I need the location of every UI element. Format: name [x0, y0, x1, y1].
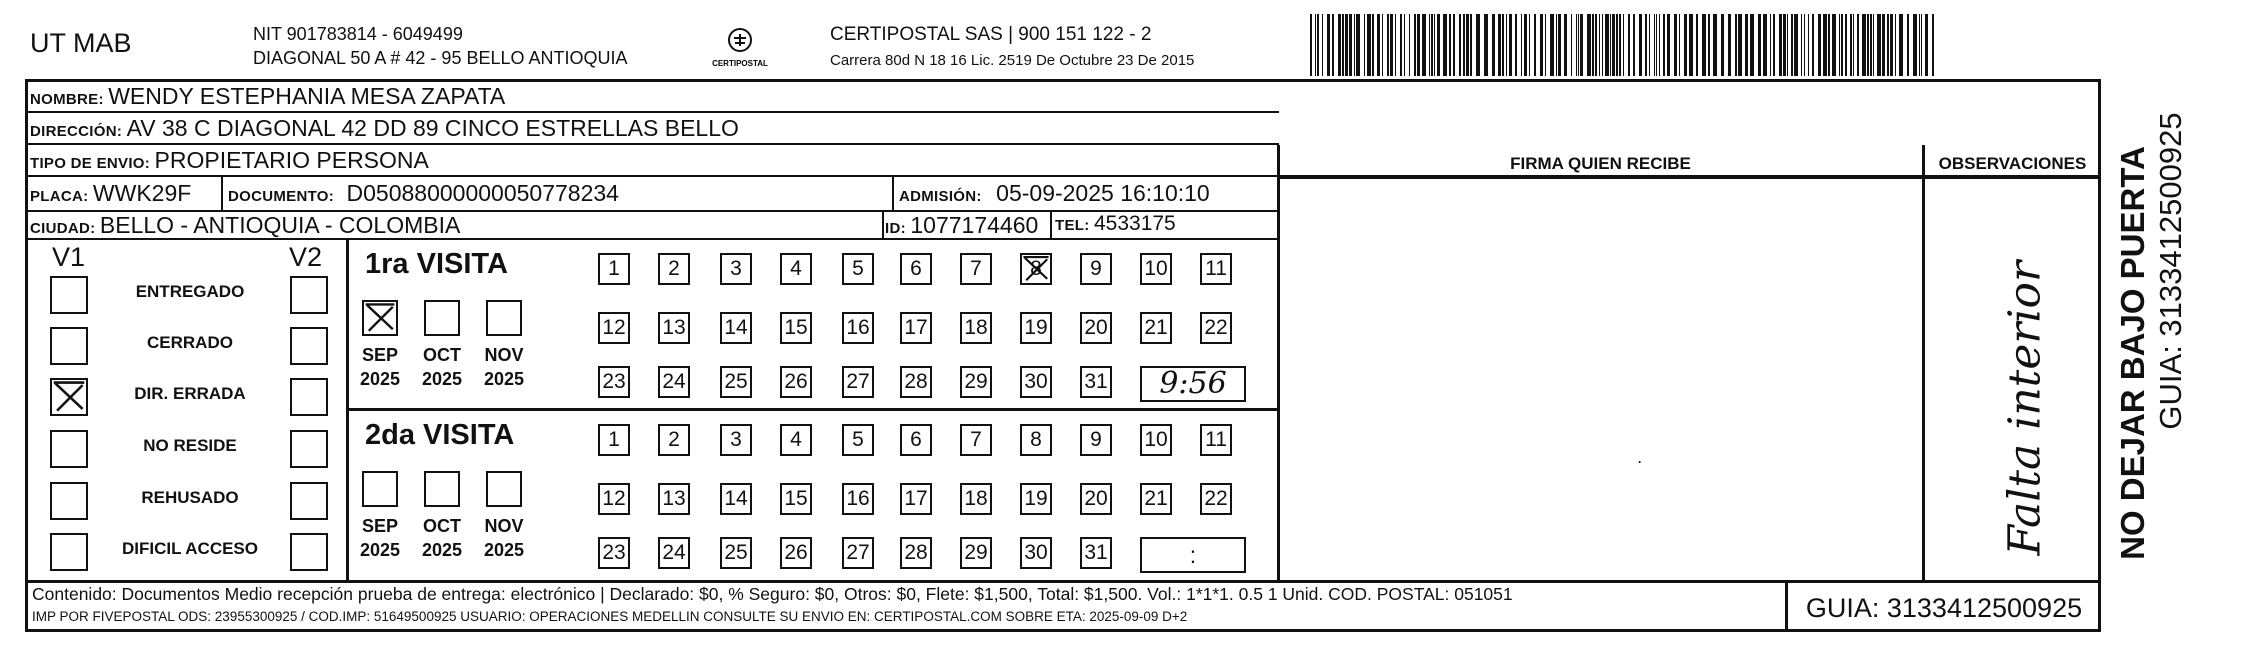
placa-field: [30, 180, 191, 207]
v1-checkbox[interactable]: [50, 276, 88, 314]
day-box[interactable]: 29: [960, 366, 992, 398]
v1-header: V1: [52, 242, 86, 272]
company-name: UT MAB: [30, 28, 132, 58]
certipostal-logo: [710, 22, 770, 74]
status-label: CERRADO: [147, 333, 233, 352]
status-label: NO RESIDE: [143, 436, 237, 455]
id-field: [885, 212, 1038, 239]
nombre-label: NOMBRE:: [30, 91, 104, 108]
v1-checkbox[interactable]: [50, 430, 88, 468]
time-value: :: [1189, 542, 1197, 568]
day-box[interactable]: 25: [720, 537, 752, 569]
month-checkbox[interactable]: [424, 471, 460, 507]
admision-label: ADMISIÓN:: [899, 188, 982, 205]
month-label: NOV: [484, 345, 524, 365]
footer-imp: IMP POR FIVEPOSTAL ODS: 23955300925 / COD.IMP: 51649500925 USUARIO: OPERACIONES MEDELLIN CONSULTE SU ENVIO EN: CERTIPOSTAL.COM SOBRE ETA: 2025-09-09 D+2: [32, 609, 1188, 624]
v1-checkbox[interactable]: [50, 378, 88, 416]
status-label: ENTREGADO: [135, 282, 245, 301]
nombre-value: WENDY ESTEPHANIA MESA ZAPATA: [108, 83, 506, 109]
day-box[interactable]: 31: [1080, 537, 1112, 569]
side-notice-area: [2103, 79, 2259, 632]
observaciones-header: OBSERVACIONES: [1938, 154, 2087, 173]
day-box[interactable]: 8: [1020, 253, 1052, 285]
check-mark-icon: [52, 380, 86, 414]
day-box[interactable]: 17: [900, 312, 932, 344]
day-box[interactable]: 19: [1020, 312, 1052, 344]
tipo-envio-label: TIPO DE ENVIO:: [30, 155, 151, 172]
day-box[interactable]: 21: [1140, 312, 1172, 344]
day-box[interactable]: 26: [780, 537, 812, 569]
v2-header: V2: [289, 242, 323, 272]
day-box[interactable]: 9: [1080, 253, 1112, 285]
day-box[interactable]: 12: [598, 483, 630, 515]
day-box[interactable]: 10: [1140, 424, 1172, 456]
documento-label: DOCUMENTO:: [228, 188, 335, 205]
courier-license: Carrera 80d N 18 16 Lic. 2519 De Octubre 23 De 2015: [830, 52, 1195, 69]
month-label: OCT: [423, 345, 461, 365]
ciudad-label: CIUDAD:: [30, 220, 96, 237]
day-box[interactable]: 11: [1200, 253, 1232, 285]
day-box[interactable]: 20: [1080, 483, 1112, 515]
day-box[interactable]: 6: [900, 253, 932, 285]
year-label: 2025: [421, 540, 463, 560]
day-box[interactable]: 17: [900, 483, 932, 515]
day-box[interactable]: 22: [1200, 312, 1232, 344]
day-box[interactable]: 29: [960, 537, 992, 569]
barcode: [1310, 14, 1940, 76]
status-label: DIR. ERRADA: [134, 384, 246, 403]
day-box[interactable]: 3: [720, 253, 752, 285]
day-box[interactable]: 13: [658, 312, 690, 344]
day-box[interactable]: 2: [658, 253, 690, 285]
day-box[interactable]: 10: [1140, 253, 1172, 285]
side-guia: GUIA: 3133412500925: [2153, 112, 2188, 430]
time-value: 9:56: [1159, 366, 1227, 401]
month-label: SEP: [361, 345, 399, 365]
day-box[interactable]: 14: [720, 483, 752, 515]
day-box[interactable]: 5: [842, 253, 874, 285]
month-label: SEP: [361, 516, 399, 536]
day-box[interactable]: 4: [780, 253, 812, 285]
ciudad-value: BELLO - ANTIOQUIA - COLOMBIA: [99, 212, 461, 238]
tipo-envio-value: PROPIETARIO PERSONA: [154, 147, 429, 173]
day-box[interactable]: 15: [780, 483, 812, 515]
signature-area[interactable]: ․: [1637, 450, 1643, 467]
day-box[interactable]: 30: [1020, 537, 1052, 569]
visit-title: 1ra VISITA: [365, 248, 508, 280]
day-box[interactable]: 26: [780, 366, 812, 398]
documento-field: [228, 180, 619, 207]
v2-checkbox[interactable]: [290, 327, 328, 365]
day-box[interactable]: 8: [1020, 424, 1052, 456]
status-label: DIFICIL ACCESO: [121, 539, 258, 558]
v2-checkbox[interactable]: [290, 533, 328, 571]
firma-header: FIRMA QUIEN RECIBE: [1510, 154, 1691, 173]
month-label: NOV: [484, 516, 524, 536]
day-box[interactable]: 24: [658, 537, 690, 569]
day-box[interactable]: 1: [598, 424, 630, 456]
month-checkbox[interactable]: [362, 300, 398, 336]
day-box[interactable]: 9: [1080, 424, 1112, 456]
year-label: 2025: [483, 540, 525, 560]
v2-checkbox[interactable]: [290, 482, 328, 520]
year-label: 2025: [359, 369, 401, 389]
day-box[interactable]: 28: [900, 366, 932, 398]
day-box[interactable]: 16: [842, 312, 874, 344]
time-box[interactable]: [1140, 537, 1246, 573]
day-box[interactable]: 25: [720, 366, 752, 398]
day-box[interactable]: 15: [780, 312, 812, 344]
month-checkbox[interactable]: [424, 300, 460, 336]
v2-checkbox[interactable]: [290, 430, 328, 468]
day-box[interactable]: 22: [1200, 483, 1232, 515]
day-box[interactable]: 24: [658, 366, 690, 398]
observaciones-handwriting: Falta interior: [1999, 260, 2051, 556]
day-box[interactable]: 7: [960, 253, 992, 285]
day-box[interactable]: 21: [1140, 483, 1172, 515]
admision-value: 05-09-2025 16:10:10: [996, 180, 1210, 206]
month-label: OCT: [423, 516, 461, 536]
v2-checkbox[interactable]: [290, 276, 328, 314]
day-box[interactable]: 6: [900, 424, 932, 456]
no-dejar-notice: NO DEJAR BAJO PUERTA: [2114, 146, 2151, 560]
documento-value: D05088000000050778234: [346, 180, 619, 206]
footer-guia: GUIA: 3133412500925: [1805, 593, 2083, 623]
month-checkbox[interactable]: [486, 471, 522, 507]
day-box[interactable]: 27: [842, 537, 874, 569]
year-label: 2025: [421, 369, 463, 389]
direccion-value: AV 38 C DIAGONAL 42 DD 89 CINCO ESTRELLAS BELLO: [126, 115, 739, 141]
day-box[interactable]: 14: [720, 312, 752, 344]
v1-checkbox[interactable]: [50, 533, 88, 571]
direccion-row: [30, 115, 739, 142]
company-nit: NIT 901783814 - 6049499: [253, 24, 463, 44]
day-box[interactable]: 12: [598, 312, 630, 344]
day-box[interactable]: 20: [1080, 312, 1112, 344]
day-box[interactable]: 18: [960, 483, 992, 515]
v1-checkbox[interactable]: [50, 482, 88, 520]
day-box[interactable]: 31: [1080, 366, 1112, 398]
day-box[interactable]: 7: [960, 424, 992, 456]
year-label: 2025: [483, 369, 525, 389]
day-box[interactable]: 1: [598, 253, 630, 285]
day-box[interactable]: 27: [842, 366, 874, 398]
day-box[interactable]: 2: [658, 424, 690, 456]
day-box[interactable]: 23: [598, 537, 630, 569]
placa-value: WWK29F: [92, 180, 192, 206]
day-box[interactable]: 3: [720, 424, 752, 456]
footer-contenido: Contenido: Documentos Medio recepción prueba de entrega: electrónico | Declarado: $0, % Seguro: $0, Otros: $0, Flete: $1,500, Total: $1,500. Vol.: 1*1*1. 0.5 1 Unid. COD. POSTAL: 051051: [32, 584, 1513, 604]
day-box[interactable]: 13: [658, 483, 690, 515]
visit-title: 2da VISITA: [365, 419, 515, 451]
svg-text:CERTIPOSTAL: CERTIPOSTAL: [712, 59, 768, 68]
day-box[interactable]: 28: [900, 537, 932, 569]
time-box[interactable]: [1140, 366, 1246, 402]
day-box[interactable]: 19: [1020, 483, 1052, 515]
check-mark-icon: [1022, 255, 1050, 283]
day-box[interactable]: 4: [780, 424, 812, 456]
month-checkbox[interactable]: [486, 300, 522, 336]
status-label: REHUSADO: [141, 488, 239, 507]
tipo-envio-row: [30, 147, 429, 174]
tel-value: 4533175: [1093, 212, 1176, 235]
year-label: 2025: [359, 540, 401, 560]
month-checkbox[interactable]: [362, 471, 398, 507]
day-box[interactable]: 16: [842, 483, 874, 515]
day-box[interactable]: 23: [598, 366, 630, 398]
nombre-row: [30, 83, 505, 110]
company-address: DIAGONAL 50 A # 42 - 95 BELLO ANTIOQUIA: [253, 48, 628, 68]
placa-label: PLACA:: [30, 188, 89, 205]
day-box[interactable]: 5: [842, 424, 874, 456]
day-box[interactable]: 18: [960, 312, 992, 344]
id-value: 1077174460: [910, 212, 1039, 238]
v1-checkbox[interactable]: [50, 327, 88, 365]
ciudad-field: [30, 212, 460, 239]
direccion-label: DIRECCIÓN:: [30, 123, 123, 140]
admision-field: [899, 180, 1210, 207]
id-label: ID:: [885, 220, 906, 237]
courier-name: CERTIPOSTAL SAS | 900 151 122 - 2: [830, 24, 1152, 45]
day-box[interactable]: 30: [1020, 366, 1052, 398]
tel-label: TEL:: [1055, 217, 1090, 234]
day-box[interactable]: 11: [1200, 424, 1232, 456]
v2-checkbox[interactable]: [290, 378, 328, 416]
check-mark-icon: [364, 302, 396, 334]
tel-field: [1055, 212, 1176, 236]
